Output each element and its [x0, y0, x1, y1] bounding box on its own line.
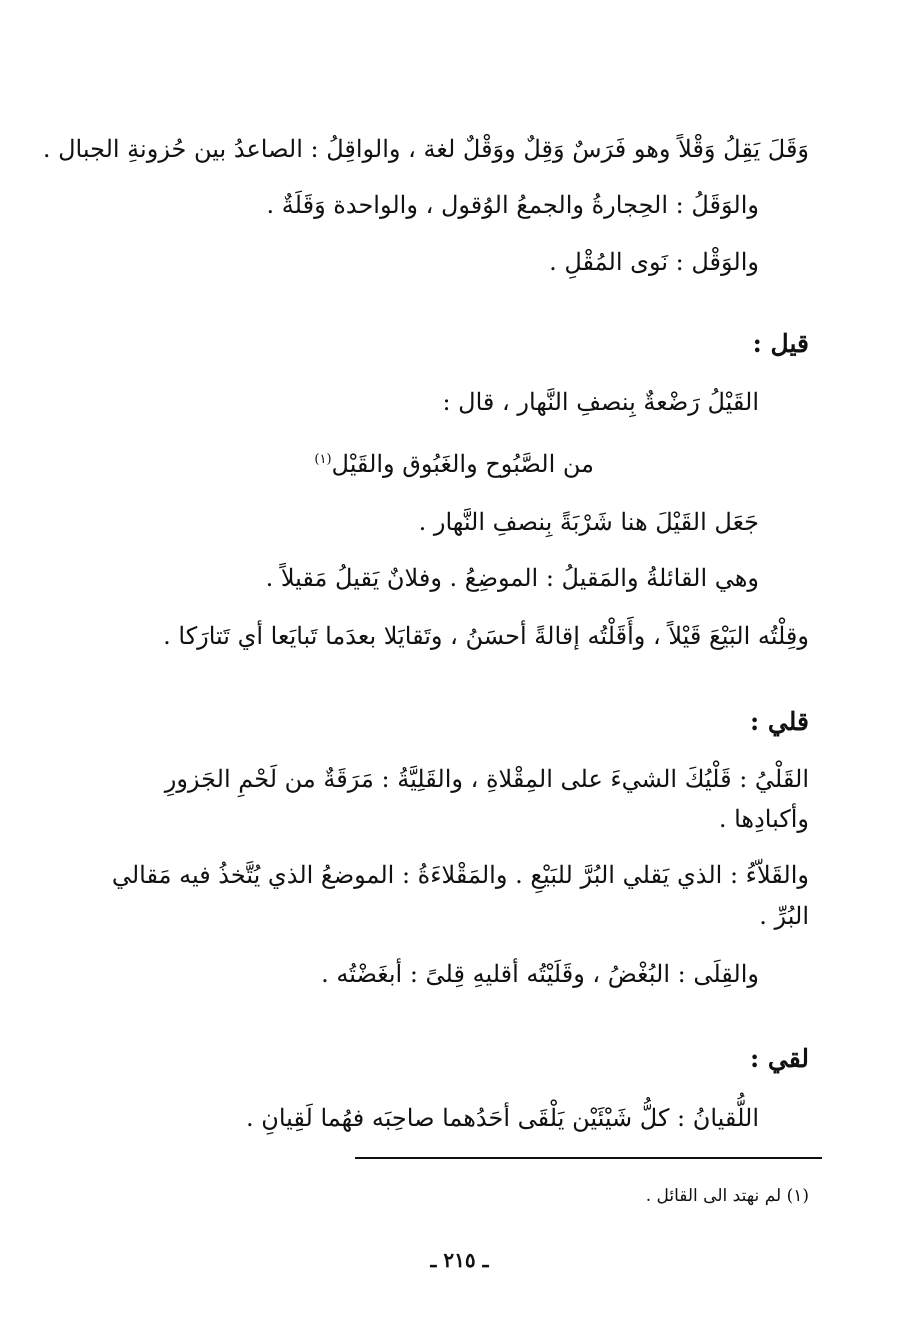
entry-line: جَعَل القَيْلَ هنا شَرْبَةً بِنصفِ النَّهار . — [418, 508, 759, 536]
entry-line: وقِلْتُه البَيْعَ قَيْلاً ، وأَقَلْتُه إقالةً أحسَنُ ، وتَقايَلا بعدَما تَبايَعا أي تَتارَكا . — [163, 622, 809, 650]
entry-line: وهي القائلةُ والمَقيلُ : الموضِعُ . وفلانٌ يَقيلُ مَقيلاً . — [265, 564, 759, 592]
section-heading-lqy: لقي : — [749, 1044, 809, 1073]
entry-line: البُرِّ . — [759, 902, 809, 930]
footnote-divider — [355, 1157, 822, 1159]
page-number: ـ ٢١٥ ـ — [430, 1248, 489, 1272]
verse-line — [314, 443, 594, 481]
entry-line: وَقَلَ يَقِلُ وَقْلاً وهو فَرَسٌ وَقِلٌ ووَقْلٌ لغة ، والواقِلُ : الصاعدُ بين حُزونةِ الجبال . — [42, 135, 809, 163]
entry-line: القَلْيُ : قَلْيُكَ الشيءَ على المِقْلاةِ ، والقَلِيَّةُ : مَرَقَةٌ من لَحْمِ الجَزورِ — [164, 765, 809, 793]
entry-line: القَيْلُ رَضْعةٌ بِنصفِ النَّهار ، قال : — [442, 388, 759, 416]
entry-line: والقَلاّءُ : الذي يَقلي البُرَّ للبَيْعِ . والمَقْلاءَةُ : الموضعُ الذي يُتَّخذُ فيه مَقالي — [111, 861, 809, 889]
footnote-text: (١) لم نهتد الى القائل . — [645, 1186, 809, 1206]
entry-line: اللُّقيانُ : كلُّ شَيْئَيْن يَلْقَى أحَدُهما صاحِبَه فهُما لَقِيانِ . — [245, 1104, 759, 1132]
entry-line: والوَقْل : نَوى المُقْلِ . — [549, 248, 759, 276]
entry-line: وأكبادِها . — [718, 805, 809, 833]
section-heading-qyl: قيل : — [752, 329, 809, 358]
entry-line: والقِلَى : البُغْضُ ، وقَلَيْتُه أقليهِ قِلىً : أبغَضْتُه . — [321, 960, 759, 988]
entry-line: والوَقَلُ : الحِجارةُ والجمعُ الوُقول ، والواحدة وَقَلَةٌ . — [266, 191, 759, 219]
section-heading-qly: قلي : — [750, 707, 809, 736]
footnote-marker: (١) — [314, 452, 332, 467]
verse-text: من الصَّبُوح والغَبُوق والقَيْل — [331, 450, 594, 478]
